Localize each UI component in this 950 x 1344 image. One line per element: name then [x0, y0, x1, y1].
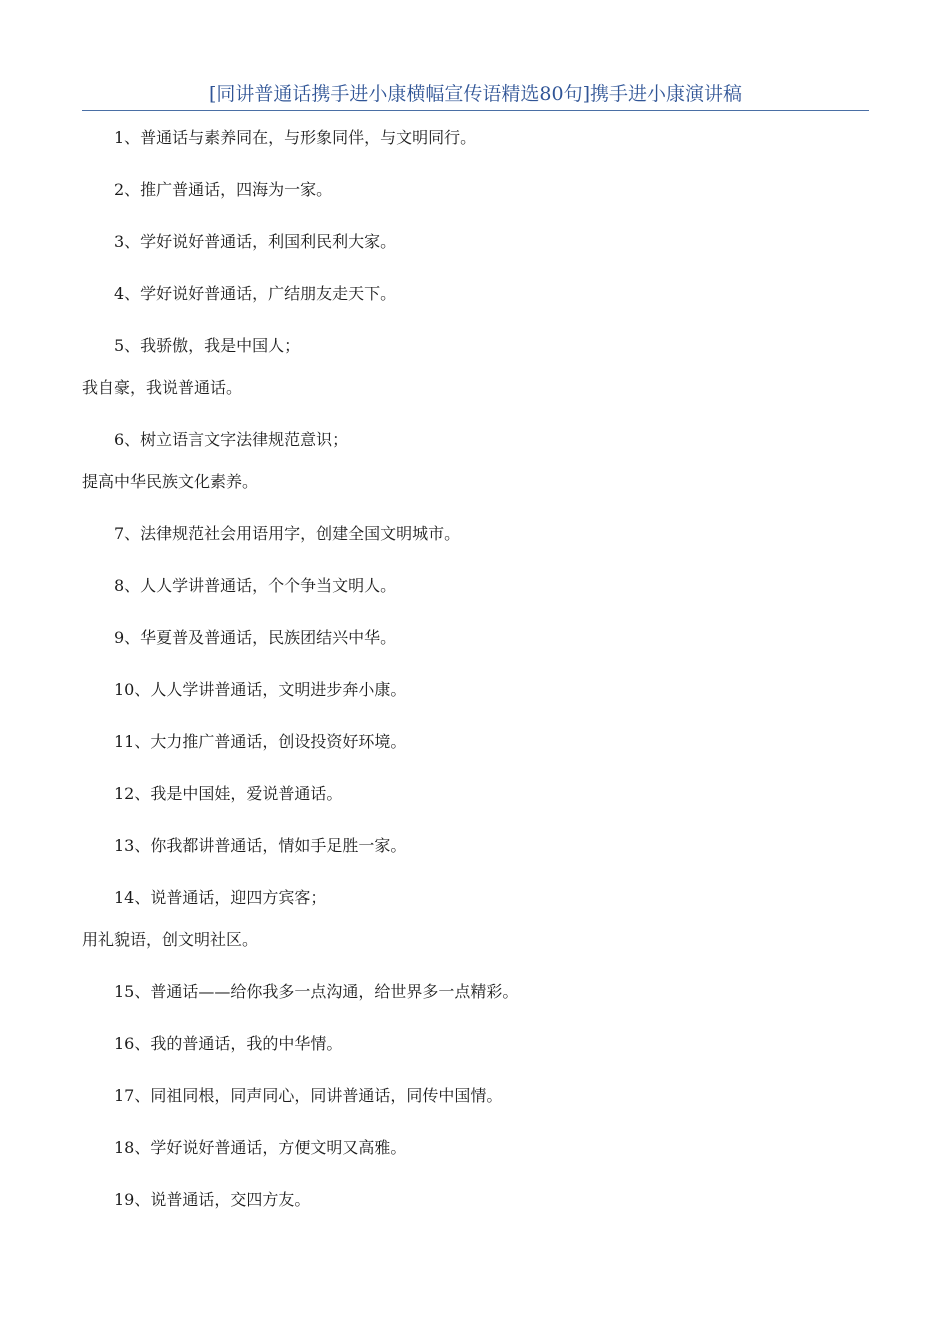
list-item	[82, 424, 869, 498]
list-item-text: 6、树立语言文字法律规范意识；	[114, 430, 349, 449]
list-item	[82, 1184, 869, 1216]
list-item	[82, 330, 869, 404]
list-item-text: 3、学好说好普通话，利国利民利大家。	[114, 232, 397, 251]
list-item-text: 15、普通话——给你我多一点沟通，给世界多一点精彩。	[114, 982, 519, 1001]
list-item	[82, 1080, 869, 1112]
list-item	[82, 570, 869, 602]
list-item	[82, 122, 869, 154]
list-item-text: 17、同祖同根，同声同心，同讲普通话，同传中国情。	[114, 1086, 503, 1105]
list-item	[82, 226, 869, 258]
list-item-text: 4、学好说好普通话，广结朋友走天下。	[114, 284, 397, 303]
list-item	[82, 518, 869, 550]
list-item	[82, 174, 869, 206]
list-item-text: 10、人人学讲普通话，文明进步奔小康。	[114, 680, 407, 699]
list-item	[82, 1028, 869, 1060]
list-item-text: 19、说普通话，交四方友。	[114, 1190, 311, 1209]
list-item-text: 13、你我都讲普通话，情如手足胜一家。	[114, 836, 407, 855]
list-item	[82, 778, 869, 810]
list-item-text: 1、普通话与素养同在，与形象同伴，与文明同行。	[114, 128, 477, 147]
list-item-text: 12、我是中国娃，爱说普通话。	[114, 784, 343, 803]
list-item	[82, 976, 869, 1008]
list-item	[82, 882, 869, 956]
list-item-text: 2、推广普通话，四海为一家。	[114, 180, 333, 199]
list-item	[82, 622, 869, 654]
list-item-text: 18、学好说好普通话，方便文明又高雅。	[114, 1138, 407, 1157]
list-item-text: 8、人人学讲普通话，个个争当文明人。	[114, 576, 397, 595]
list-item	[82, 726, 869, 758]
list-item-text: 16、我的普通话，我的中华情。	[114, 1034, 343, 1053]
list-item	[82, 674, 869, 706]
document-header	[82, 80, 869, 111]
list-item-continuation: 提高中华民族文化素养。	[82, 472, 259, 491]
list-item	[82, 830, 869, 862]
list-item-text: 5、我骄傲，我是中国人；	[114, 336, 301, 355]
list-item-text: 9、华夏普及普通话，民族团结兴中华。	[114, 628, 397, 647]
list-item-continuation: 我自豪，我说普通话。	[82, 378, 243, 397]
list-item	[82, 1132, 869, 1164]
list-item-continuation: 用礼貌语，创文明社区。	[82, 930, 259, 949]
list-item-text: 14、说普通话，迎四方宾客；	[114, 888, 327, 907]
slogan-list	[82, 122, 869, 1236]
list-item-text: 11、大力推广普通话，创设投资好环境。	[114, 732, 407, 751]
document-title: [同讲普通话携手进小康横幅宣传语精选80句]携手进小康演讲稿	[208, 83, 742, 105]
list-item-text: 7、法律规范社会用语用字，创建全国文明城市。	[114, 524, 461, 543]
list-item	[82, 278, 869, 310]
